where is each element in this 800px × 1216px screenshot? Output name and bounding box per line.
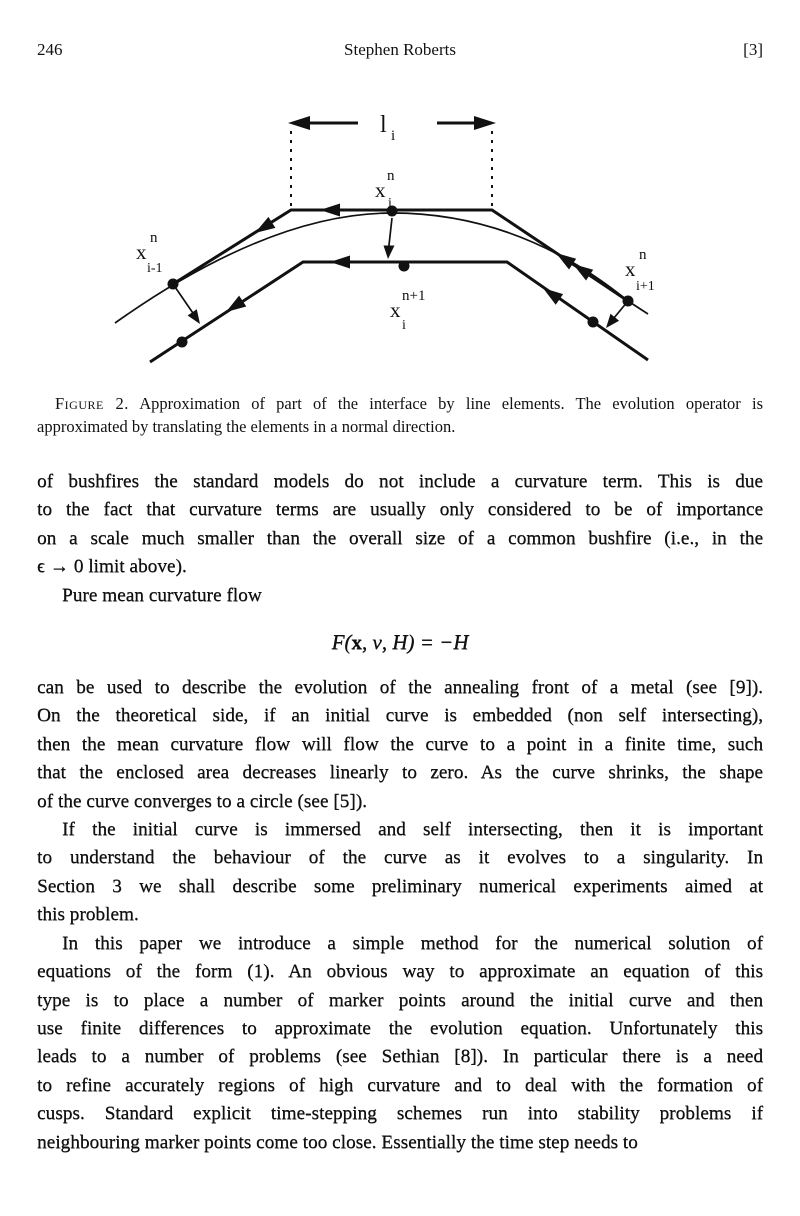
label-xn-im1-sub: i-1 xyxy=(147,261,163,276)
label-xn-im1-sup: n xyxy=(150,230,158,246)
body-line: cusps. Standard explicit time-stepping schemes run into stability problems if xyxy=(37,1103,763,1125)
body-line: to understand the behaviour of the curve as it evolves to a singularity. In xyxy=(37,847,763,869)
arrow-lower-left-segment-icon xyxy=(226,296,246,312)
body-line: on a scale much smaller than the overall size of a common bushfire (i.e., in the xyxy=(37,527,763,549)
label-xn-ip1-base: x xyxy=(625,257,636,281)
body-line: use finite differences to approximate the evolution equation. Unfortunately this xyxy=(37,1017,763,1039)
marker-dot-xn-ip1 xyxy=(623,296,634,307)
body-line: neighbouring marker points come too close. Essentially the time step needs to xyxy=(37,1131,638,1153)
body-line: If the initial curve is immersed and self intersecting, then it is important xyxy=(62,819,763,841)
body-line: type is to place a number of marker points around the initial curve and then xyxy=(37,989,763,1011)
label-li-sub: i xyxy=(391,128,396,144)
label-xn-i-base: x xyxy=(375,178,386,202)
label-xn1-i-sub: i xyxy=(402,318,406,333)
body-line: that the enclosed area decreases linearly to zero. As the curve shrinks, the shape xyxy=(37,762,763,784)
figure-caption xyxy=(37,392,763,438)
caption-line-1 xyxy=(37,392,763,415)
running-head-author: Stephen Roberts xyxy=(344,40,456,59)
equation-bold-x: x xyxy=(351,629,362,654)
body-line: ϵ → 0 limit above). xyxy=(37,556,187,578)
arrow-lower-right-segment-icon xyxy=(543,288,563,305)
arrow-upper-right-segment-icon xyxy=(556,253,576,270)
body-line: equations of the form (1). An obvious way to approximate an equation of this xyxy=(37,961,763,983)
normal-arrow-center-icon xyxy=(384,246,395,260)
equation-mean-curvature-flow xyxy=(37,610,763,674)
body-line: to the fact that curvature terms are usually only considered to be of importance xyxy=(37,499,763,521)
figure-2-diagram xyxy=(0,0,800,385)
body-line: then the mean curvature flow will flow the curve to a point in a finite time, such xyxy=(37,733,763,755)
marker-dots xyxy=(168,206,634,348)
label-xn-ip1-sub: i+1 xyxy=(636,279,655,294)
caption-line-1-text: Approximation of part of the interface by line elements. The evolution operator is xyxy=(139,394,763,413)
arrow-upper-left-segment-icon xyxy=(255,217,275,233)
normal-translation-arrows xyxy=(173,218,628,328)
label-xn-im1-base: x xyxy=(136,240,147,264)
arrowhead-right-icon xyxy=(474,116,496,130)
equation-post: , ν, H) = −H xyxy=(361,629,469,654)
label-li-base: l xyxy=(380,112,387,138)
marker-dot-xn-im1 xyxy=(168,279,179,290)
body-line: this problem. xyxy=(37,904,139,926)
body-text xyxy=(37,468,763,1157)
caption-line-2: approximated by translating the elements in a normal direction. xyxy=(37,417,456,436)
body-lead-line: Pure mean curvature flow xyxy=(62,584,262,606)
normal-arrow-right-icon xyxy=(606,314,619,328)
label-xn-ip1-sup: n xyxy=(639,247,647,263)
equation-pre: F( xyxy=(331,629,352,654)
normal-arrow-left-icon xyxy=(188,309,200,324)
body-line: On the theoretical side, if an initial curve is embedded (non self intersecting), xyxy=(37,705,763,727)
marker-dot-xn1-i xyxy=(399,261,410,272)
body-line: In this paper we introduce a simple method for the numerical solution of xyxy=(62,932,763,954)
arrowhead-left-icon xyxy=(288,116,310,130)
caption-label: Figure 2. xyxy=(55,394,129,413)
page-bracket-number: [3] xyxy=(743,40,763,59)
page-number: 246 xyxy=(37,40,63,59)
arrow-top-left-icon xyxy=(320,204,340,217)
label-xn1-i-sup: n+1 xyxy=(402,288,426,304)
body-line: can be used to describe the evolution of the annealing front of a metal (see [9]). xyxy=(37,677,763,699)
marker-dot-xn1-right xyxy=(588,317,599,328)
body-line: of bushfires the standard models do not include a curvature term. This is due xyxy=(37,471,763,492)
body-line: of the curve converges to a circle (see [5]). xyxy=(37,790,367,812)
figure-labels xyxy=(136,112,655,333)
body-line: to refine accurately regions of high curvature and to deal with the formation of xyxy=(37,1074,763,1096)
arrow-upper-right-segment2-icon xyxy=(573,264,593,281)
marker-dot-xn1-left xyxy=(177,337,188,348)
body-line: Section 3 we shall describe some preliminary numerical experiments aimed at xyxy=(37,875,763,897)
body-line: leads to a number of problems (see Sethian [8]). In particular there is a need xyxy=(37,1046,763,1068)
arrow-lower-horizontal-icon xyxy=(330,256,350,269)
label-xn-i-sup: n xyxy=(387,168,395,184)
label-xn-i-sub: i xyxy=(388,196,392,211)
label-xn1-i-base: x xyxy=(390,298,401,322)
